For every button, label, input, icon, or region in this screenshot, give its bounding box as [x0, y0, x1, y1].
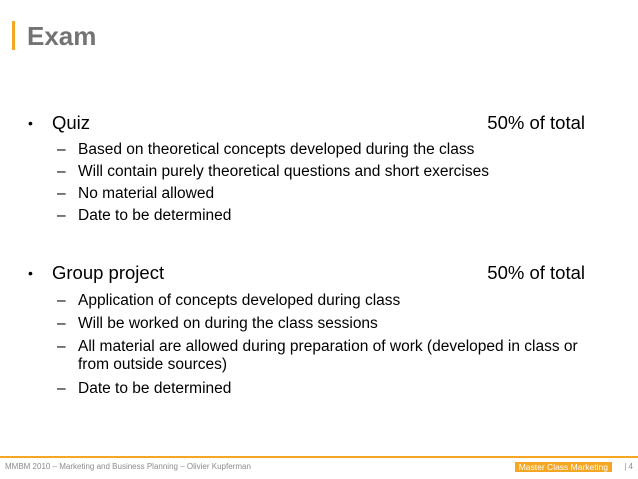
dash-icon: –	[57, 380, 66, 397]
section-share: 50% of total	[487, 112, 585, 133]
dash-icon: –	[57, 338, 66, 355]
list-item-text: Will be worked on during the class sessions	[78, 315, 378, 332]
list-item	[57, 315, 597, 333]
dash-icon: –	[57, 141, 66, 158]
section-label: Group project	[52, 262, 165, 283]
footer-course: MMBM 2010 – Marketing and Business Planning – Olivier Kupferman	[5, 462, 251, 471]
page-number: | 4	[624, 462, 633, 471]
dash-icon: –	[57, 292, 66, 309]
list-item-text: Date to be determined	[78, 380, 232, 397]
list-item-text: Based on theoretical concepts developed during the class	[78, 141, 475, 158]
list-item	[57, 163, 597, 181]
page-title: Exam	[27, 21, 97, 51]
dash-icon: –	[57, 315, 66, 332]
list-item	[57, 185, 597, 203]
dash-icon: –	[57, 185, 66, 202]
footer-brand: Master Class Marketing	[515, 462, 612, 472]
list-item	[57, 292, 597, 310]
list-item	[57, 207, 597, 225]
list-item	[57, 141, 597, 159]
bullet-icon: •	[28, 265, 33, 281]
list-item-text: Date to be determined	[78, 207, 232, 224]
section-label: Quiz	[52, 112, 91, 133]
list-item	[57, 338, 582, 374]
list-item	[57, 380, 597, 398]
dash-icon: –	[57, 207, 66, 224]
title-accent-bar	[12, 21, 15, 50]
dash-icon: –	[57, 163, 66, 180]
list-item-text: No material allowed	[78, 185, 215, 202]
footer-divider	[0, 456, 638, 458]
bullet-icon: •	[28, 115, 33, 131]
list-item-text: All material are allowed during preparation of work (developed in class or from outside sources)	[78, 338, 578, 373]
section-share: 50% of total	[487, 262, 585, 283]
list-item-text: Will contain purely theoretical questions and short exercises	[78, 163, 489, 180]
list-item-text: Application of concepts developed during class	[78, 292, 401, 309]
